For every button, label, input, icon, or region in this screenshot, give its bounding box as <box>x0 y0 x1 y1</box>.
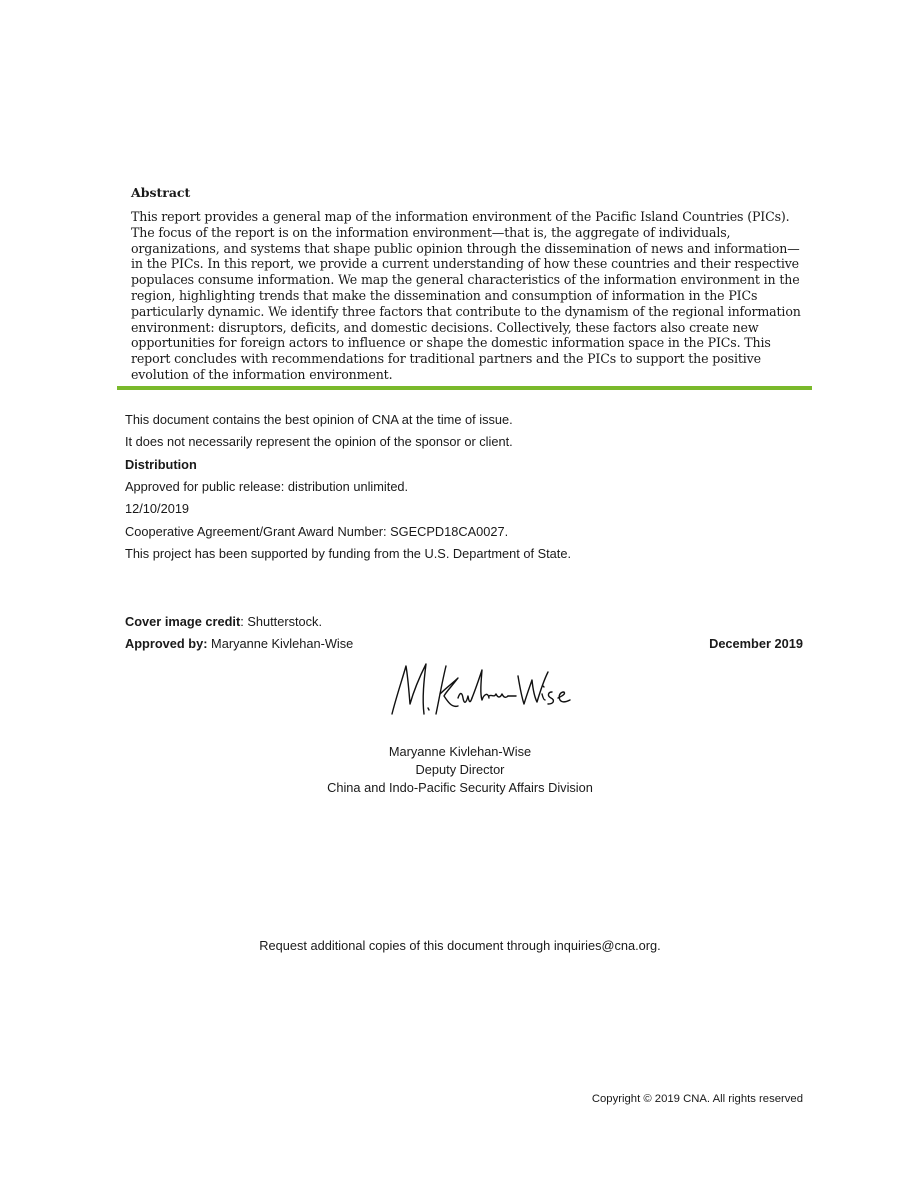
distribution-text: Approved for public release: distribution unlimited. <box>125 479 409 494</box>
abstract-heading: Abstract <box>131 185 191 200</box>
signatory-division: China and Indo-Pacific Security Affairs Division <box>327 780 593 795</box>
cover-credit-value: : Shutterstock. <box>240 614 323 629</box>
grant-number: Cooperative Agreement/Grant Award Number: SGECPD18CA0027. <box>125 524 509 539</box>
signatory-title: Deputy Director <box>415 762 505 777</box>
cover-credit-label: Cover image credit <box>125 614 241 629</box>
publication-date: December 2019 <box>709 636 803 651</box>
approved-by <box>125 636 353 652</box>
approved-by-label: Approved by: <box>125 636 208 651</box>
copyright-notice: Copyright © 2019 CNA. All rights reserved <box>591 1093 803 1105</box>
issue-date: 12/10/2019 <box>125 501 190 516</box>
opinion-line-1: This document contains the best opinion of CNA at the time of issue. <box>125 412 513 427</box>
request-copies-note: Request additional copies of this document through inquiries@cna.org. <box>259 938 661 953</box>
approved-by-value: Maryanne Kivlehan-Wise <box>207 636 354 651</box>
abstract-body: This report provides a general map of the information environment of the Pacific Island Countries (PICs). The focus of the report is on the information environment—that is, the aggregate of individuals, organizations, and systems that shape public opinion through the dissemination of news and information—in the PICs. In this report, we provide a current understanding of how these countries and their respective populaces consume information. We map the general characteristics of the information environment in the region, highlighting trends that make the dissemination and consumption of information in the PICs particularly dynamic. We identify three factors that contribute to the dynamism of the regional information environment: disruptors, deficits, and domestic decisions. Collectively, these factors also create new opportunities for foreign actors to influence or shape the domestic information space in the PICs. This report concludes with recommendations for traditional partners and the PICs to support the positive evolution of the information environment. <box>131 209 801 382</box>
cover-image-credit <box>125 614 322 630</box>
funding-note: This project has been supported by funding from the U.S. Department of State. <box>125 546 572 561</box>
green-divider <box>117 386 812 390</box>
opinion-line-2: It does not necessarily represent the opinion of the sponsor or client. <box>125 434 513 449</box>
signature-image <box>384 658 574 720</box>
signatory-name: Maryanne Kivlehan-Wise <box>388 744 532 759</box>
distribution-heading: Distribution <box>125 457 197 472</box>
